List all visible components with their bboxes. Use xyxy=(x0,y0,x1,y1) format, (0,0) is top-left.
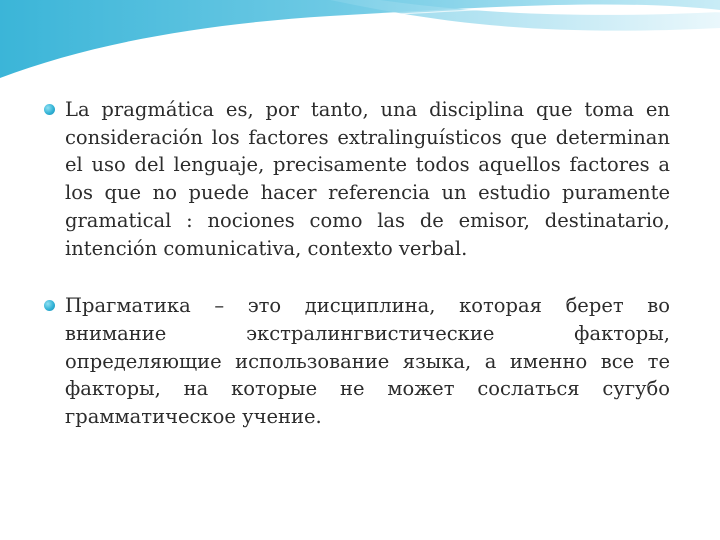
bullet-dot-icon xyxy=(44,104,55,115)
slide-content xyxy=(44,96,670,461)
header-wave-decoration xyxy=(0,0,720,90)
bullet-item-russian xyxy=(44,292,670,431)
bullet-dot-icon xyxy=(44,300,55,311)
bullet-text-spanish: La pragmática es, por tanto, una disciplina que toma en consideración los factores extralinguísticos que determinan el uso del lenguaje, precisamente todos aquellos factores a los que no puede hacer referencia un estudio puramente gramatical : nociones como las de emisor, destinatario, intención comunicativa, contexto verbal. xyxy=(65,98,670,260)
bullet-text-russian: Прагматика – это дисциплина, которая берет во внимание экстралингвистические факторы, определяющие использование языка, а именно все те факторы, на которые не может сослаться сугубо грамматическое учение. xyxy=(65,294,670,429)
bullet-item-spanish xyxy=(44,96,670,262)
